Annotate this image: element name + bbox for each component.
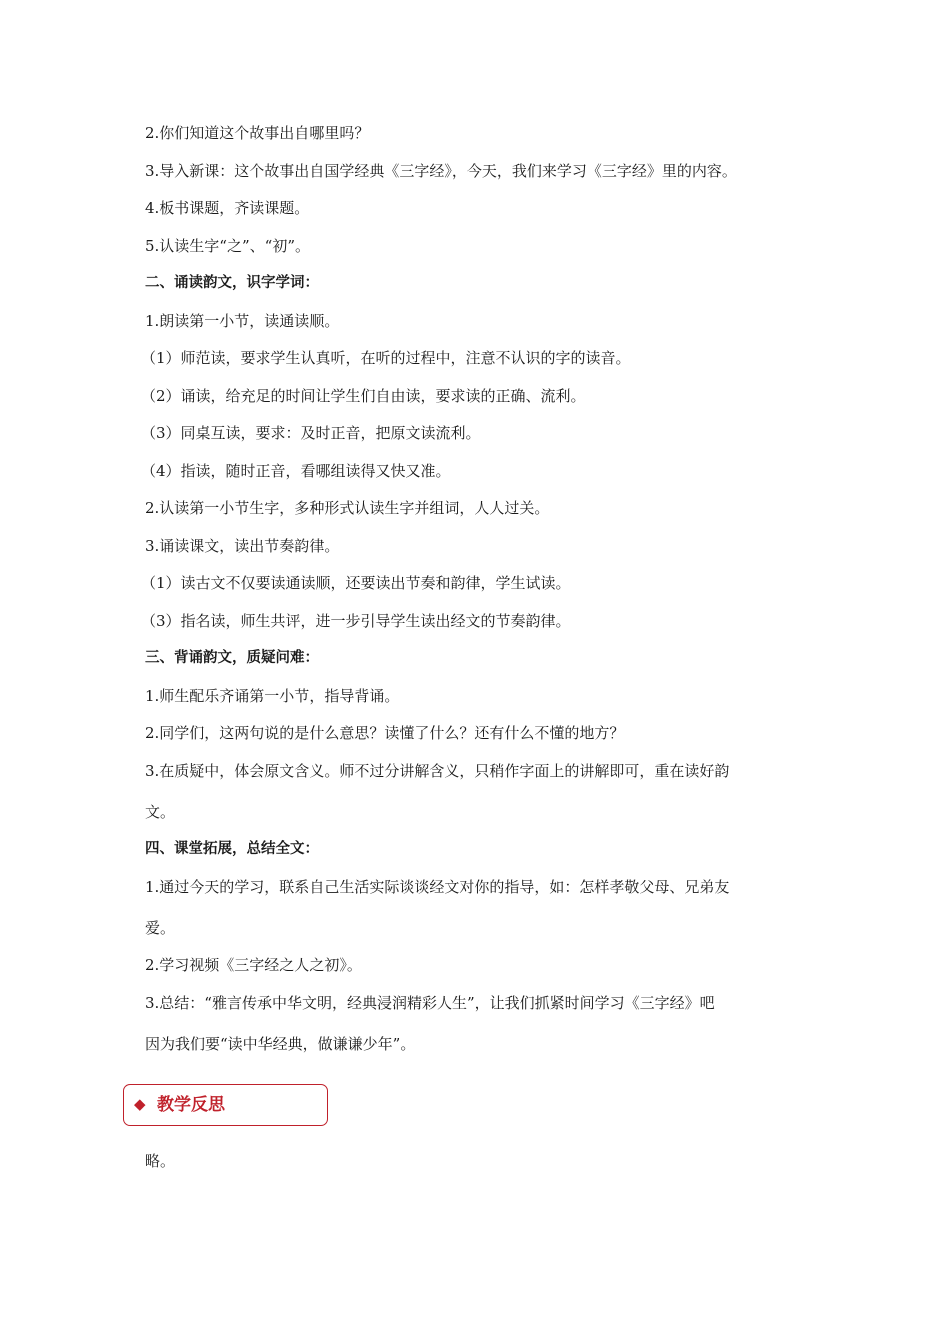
section-heading: 三、背诵韵文，质疑问难： bbox=[145, 650, 319, 666]
document-body bbox=[141, 122, 825, 1070]
text-line: （3）指名读，师生共评，进一步引导学生读出经文的节奏韵律。 bbox=[141, 611, 571, 630]
section-heading: 二、诵读韵文，识字学词： bbox=[145, 275, 319, 291]
text-line: 文。 bbox=[145, 802, 176, 821]
text-line: （1）师范读，要求学生认真听，在听的过程中，注意不认识的字的读音。 bbox=[141, 349, 631, 367]
text-line: 4.板书课题，齐读课题。 bbox=[145, 199, 310, 217]
text-line: 3.导入新课：这个故事出自国学经典《三字经》，今天，我们来学习《三字经》里的内容。 bbox=[145, 161, 737, 180]
text-line: 1.通过今天的学习，联系自己生活实际谈谈经文对你的指导，如：怎样孝敬父母、兄弟友 bbox=[145, 877, 730, 896]
text-line: 2.你们知道这个故事出自哪里吗？ bbox=[145, 124, 370, 142]
diamond-icon: ◆ bbox=[134, 1095, 146, 1113]
text-line: 1.朗读第一小节，读通读顺。 bbox=[145, 311, 340, 330]
text-line: （1）读古文不仅要读通读顺，还要读出节奏和韵律，学生试读。 bbox=[141, 574, 571, 592]
text-line: （3）同桌互读，要求：及时正音，把原文读流利。 bbox=[141, 424, 481, 442]
section-heading: 四、课堂拓展，总结全文： bbox=[145, 841, 319, 857]
text-line: 3.总结：“雅言传承中华文明，经典浸润精彩人生”，让我们抓紧时间学习《三字经》吧 bbox=[145, 993, 715, 1012]
text-line: 爱。 bbox=[145, 918, 176, 937]
text-line: 5.认读生字“之”、“初”。 bbox=[145, 236, 310, 255]
text-line: 2.同学们，这两句说的是什么意思？读懂了什么？还有什么不懂的地方？ bbox=[145, 724, 625, 742]
text-line: 3.在质疑中，体会原文含义。师不过分讲解含义，只稍作字面上的讲解即可，重在读好韵 bbox=[145, 761, 730, 780]
section-title-box bbox=[123, 1084, 328, 1126]
text-line: （2）诵读，给充足的时间让学生们自由读，要求读的正确、流利。 bbox=[141, 386, 586, 405]
text-line: 3.诵读课文，读出节奏韵律。 bbox=[145, 536, 340, 555]
text-line: 1.师生配乐齐诵第一小节，指导背诵。 bbox=[145, 686, 400, 705]
text-line: 因为我们要“读中华经典，做谦谦少年”。 bbox=[145, 1034, 416, 1053]
section-title: 教学反思 bbox=[157, 1095, 225, 1115]
text-line: 2.认读第一小节生字，多种形式认读生字并组词，人人过关。 bbox=[145, 499, 550, 517]
text-line: 2.学习视频《三字经之人之初》。 bbox=[145, 956, 362, 974]
text-line: （4）指读，随时正音，看哪组读得又快又准。 bbox=[141, 461, 451, 480]
section-content: 略。 bbox=[145, 1152, 176, 1170]
